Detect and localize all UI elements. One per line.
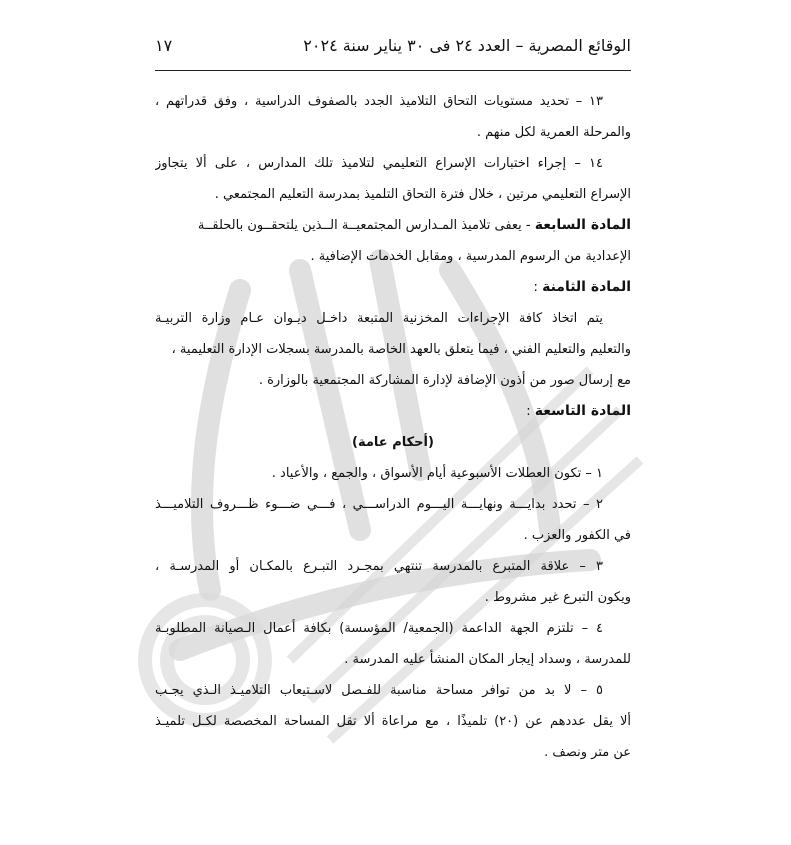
heading-colon: : (526, 404, 531, 419)
article-seven (155, 210, 631, 241)
text-line: عن متر ونصف . (544, 745, 631, 760)
header-divider (155, 70, 631, 71)
page-number: ١٧ (155, 36, 173, 55)
text-line: ويكون التبرع غير مشروط . (484, 590, 631, 605)
text-line: ألا يقل عددهم عن (٢٠) تلميذًا ، مع مراعاة ألا تقل المساحة المخصصة لكـل تلميـذ (155, 714, 631, 729)
article-heading: المادة السابعة (534, 217, 631, 233)
gazette-title: الوقائع المصرية – العدد ٢٤ فى ٣٠ يناير سنة ٢٠٢٤ (303, 36, 631, 55)
page-header (155, 36, 631, 64)
text-line: والمرحلة العمرية لكل منهم . (476, 125, 631, 140)
text-line: مع إرسال صور من أذون الإضافة لإدارة المشاركة المجتمعية بالوزارة . (258, 373, 631, 388)
text-line: ١٤ – إجراء اختبارات الإسراع التعليمي لتلاميذ تلك المدارس ، على ألا يتجاوز (155, 156, 603, 171)
article-eight (155, 272, 631, 303)
document-body (155, 86, 631, 768)
text-line: للمدرسة ، وسداد إيجار المكان المنشأ عليه المدرسة . (344, 652, 631, 667)
text-line: والتعليم والتعليم الفني ، فيما يتعلق بالعهد الخاصة بالمدرسة بسجلات الإدارة التعليمية ، (171, 342, 631, 357)
heading-colon: : (533, 280, 538, 295)
text-line: ٥ – لا بد من توافر مساحة مناسبة للفـصل لاسـتيعاب التلاميـذ الـذي يجـب (155, 683, 603, 698)
text-line: ١ – تكون العطلات الأسبوعية أيام الأسواق ، والجمع ، والأعياد . (271, 466, 603, 481)
article-text: - يعفى تلاميذ المـدارس المجتمعيــة الــذين يلتحقــون بالحلقــة (197, 218, 531, 233)
text-line: الإسراع التعليمي مرتين ، خلال فترة التحاق التلميذ بمدرسة التعليم المجتمعي . (214, 187, 631, 202)
text-line: في الكفور والعزب . (523, 528, 631, 543)
text-line: ١٣ – تحديد مستويات التحاق التلاميذ الجدد بالصفوف الدراسية ، وفق قدراتهم ، (155, 94, 603, 109)
text-line: ٣ – علاقة المتبرع بالمدرسة تنتهي بمجـرد التبـرع بالمكـان أو المدرسـة ، (155, 559, 603, 574)
section-subtitle: (أحكام عامة) (352, 435, 434, 450)
article-heading: المادة الثامنة (542, 279, 631, 295)
text-line: ٤ – تلتزم الجهة الداعمة (الجمعية/ المؤسسة) بكافة أعمال الـصيانة المطلوبـة (155, 621, 603, 636)
text-line: يتم اتخاذ كافة الإجراءات المخزنية المتبعة داخـل ديـوان عـام وزارة التربيـة (155, 311, 603, 326)
text-line: ٢ – تحدد بدايـــة ونهايـــة اليـــوم الدراســـي ، فـــي ضـــوء ظـــروف التلاميـــذ (155, 497, 603, 512)
text-line: الإعدادية من الرسوم المدرسية ، ومقابل الخدمات الإضافية . (310, 249, 631, 264)
article-nine (155, 396, 631, 427)
article-heading: المادة التاسعة (534, 403, 631, 419)
